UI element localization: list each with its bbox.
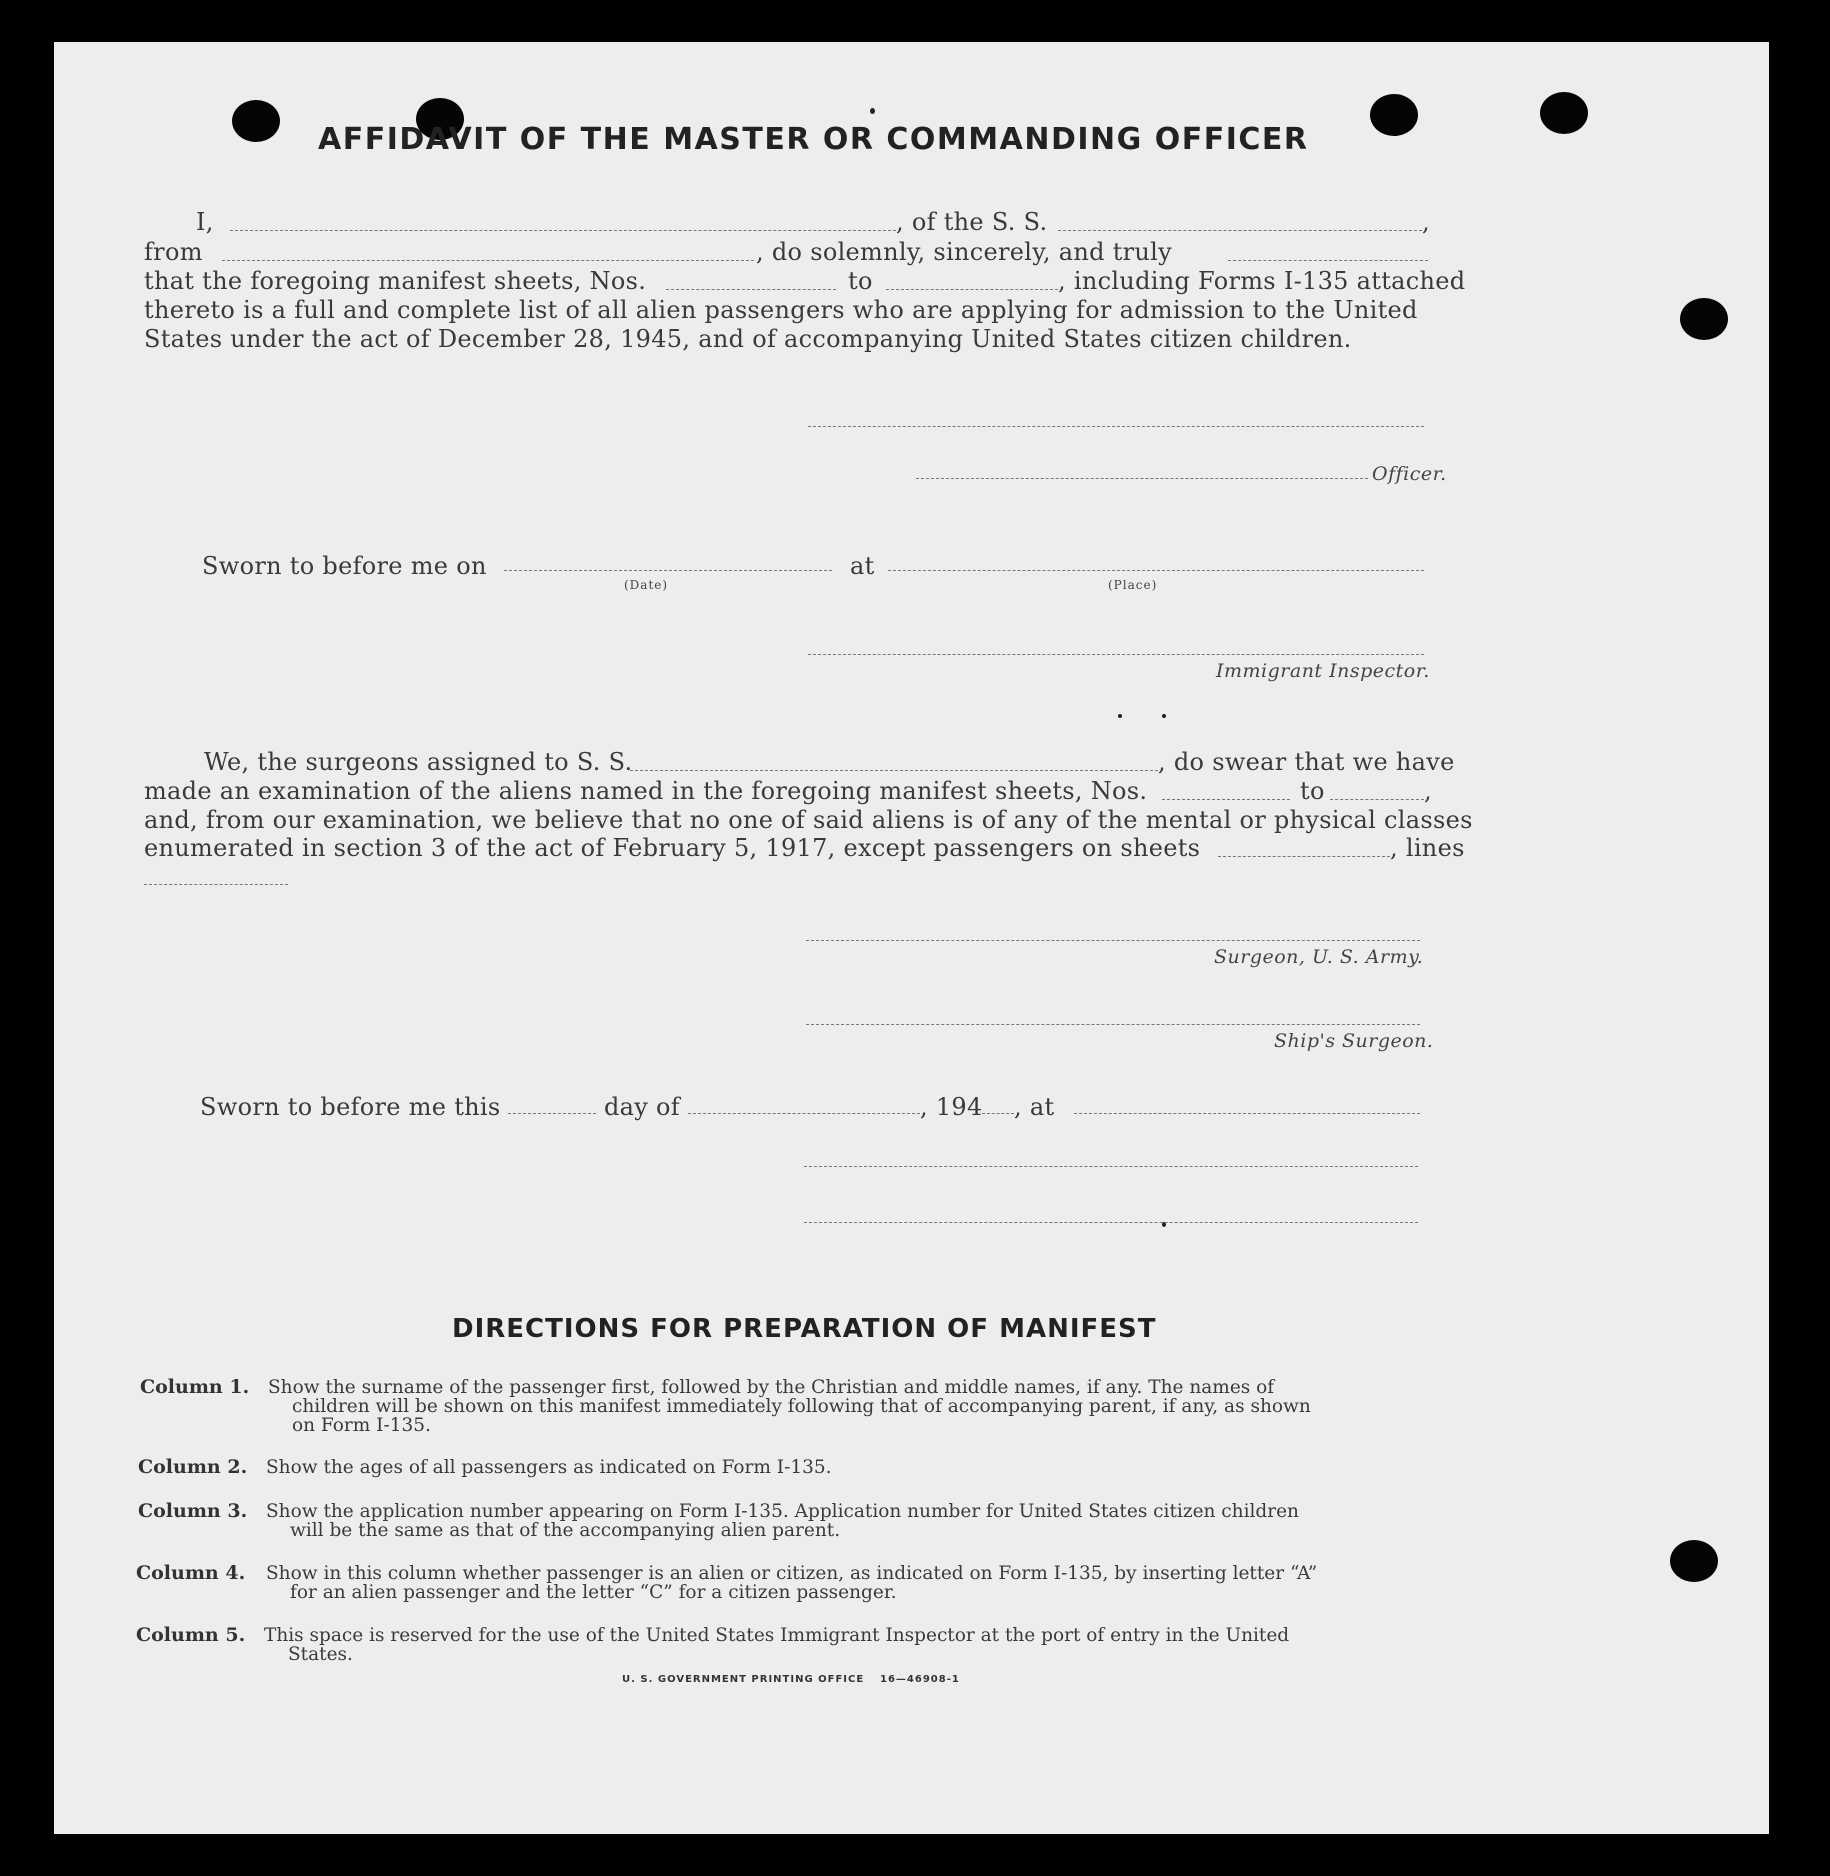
affidavit-line5: States under the act of December 28, 1945, and of accompanying United States citizen children.: [144, 325, 1352, 353]
sworn-month-field: [688, 1113, 920, 1114]
place-caption: (Place): [1108, 578, 1158, 592]
surgeons-line1-end: , do swear that we have: [1158, 748, 1455, 776]
inspector-signature-line: [808, 654, 1424, 655]
affidavit-title: AFFIDAVIT OF THE MASTER OR COMMANDING OFFICER: [318, 122, 1309, 157]
sworn-at-text: at: [850, 552, 875, 580]
sheets-to-field: [886, 289, 1058, 290]
column-3-text: Show the application number appearing on Form I-135. Application number for United States citizen children: [266, 1501, 1299, 1522]
sworn-on-text: Sworn to before me on: [202, 552, 487, 580]
column-1-text: on Form I-135.: [292, 1415, 431, 1436]
speck: [1162, 714, 1166, 718]
officer-title-line: [916, 478, 1368, 479]
surgeons-line1-start: We, the surgeons assigned to S. S.: [204, 748, 633, 776]
ship-surgeon-label: Ship's Surgeon.: [1274, 1030, 1434, 1052]
column-3-label: Column 3.: [138, 1500, 248, 1522]
affidavit-line4: thereto is a full and complete list of all alien passengers who are applying for admission to the United: [144, 296, 1418, 324]
inspector-label: Immigrant Inspector.: [1216, 660, 1430, 682]
sworn-date-field: [504, 570, 832, 571]
except-lines-field: [144, 884, 288, 885]
sworn-at2-text: , at: [1014, 1093, 1055, 1121]
army-surgeon-signature-line: [806, 940, 1420, 941]
column-1-text: Show the surname of the passenger first, followed by the Christian and middle names, if any. The names of: [268, 1377, 1275, 1398]
column-5-text: This space is reserved for the use of the United States Immigrant Inspector at the port of entry in the United: [264, 1625, 1290, 1646]
from-port-field: [222, 260, 754, 261]
affidavit-line2-mid: , do solemnly, sincerely, and truly: [756, 238, 1173, 266]
punch-hole: [232, 100, 280, 142]
sworn-this-text: Sworn to before me this: [200, 1093, 501, 1121]
directions-title: DIRECTIONS FOR PREPARATION OF MANIFEST: [452, 1314, 1157, 1344]
affidavit-line2-start: from: [144, 238, 203, 266]
sworn-year-text: , 194: [920, 1093, 983, 1121]
form-page: [54, 42, 1769, 1834]
column-2-label: Column 2.: [138, 1456, 248, 1478]
affidavit-line1-end: ,: [1422, 208, 1430, 236]
master-name-field: [230, 230, 896, 231]
affidavit-line3-end: , including Forms I-135 attached: [1058, 267, 1466, 295]
column-5-text: States.: [288, 1644, 353, 1665]
affidavit-line3-start: that the foregoing manifest sheets, Nos.: [144, 267, 647, 295]
surgeons-ship-field: [630, 770, 1158, 771]
affidavit-line1-mid: , of the S. S.: [896, 208, 1048, 236]
officer-label: Officer.: [1372, 463, 1447, 485]
column-4-label: Column 4.: [136, 1562, 246, 1584]
sworn-year-field: [982, 1113, 1014, 1114]
officiant-signature-line: [804, 1166, 1418, 1167]
punch-hole: [1680, 298, 1728, 340]
date-caption: (Date): [624, 578, 669, 592]
declaration-field: [1228, 260, 1428, 261]
ship-surgeon-signature-line: [806, 1024, 1420, 1025]
speck: [870, 108, 875, 114]
printer-imprint: U. S. GOVERNMENT PRINTING OFFICE: [622, 1674, 865, 1685]
speck: [1118, 714, 1122, 718]
punch-hole: [1370, 94, 1418, 136]
punch-hole: [1670, 1540, 1718, 1582]
army-surgeon-label: Surgeon, U. S. Army.: [1214, 946, 1424, 968]
form-code: 16—46908-1: [880, 1674, 960, 1685]
surgeons-line4-end: , lines: [1390, 834, 1465, 862]
column-1-label: Column 1.: [140, 1376, 250, 1398]
column-4-text: Show in this column whether passenger is an alien or citizen, as indicated on Form I-135, by inserting letter “A”: [266, 1563, 1318, 1584]
column-1-text: children will be shown on this manifest immediately following that of accompanying parent, if any, as shown: [292, 1396, 1311, 1417]
officiant-title-line: [804, 1222, 1418, 1223]
ship-name-field: [1058, 230, 1422, 231]
surgeons-line2-start: made an examination of the aliens named in the foregoing manifest sheets, Nos.: [144, 777, 1148, 805]
surgeons-line4-start: enumerated in section 3 of the act of February 5, 1917, except passengers on sheets: [144, 834, 1201, 862]
surgeons-line3: and, from our examination, we believe that no one of said aliens is of any of the mental or physical classes: [144, 806, 1473, 834]
sworn-place2-field: [1074, 1113, 1420, 1114]
sheets-from-field: [666, 289, 836, 290]
column-4-text: for an alien passenger and the letter “C” for a citizen passenger.: [290, 1582, 897, 1603]
column-5-label: Column 5.: [136, 1624, 246, 1646]
surgeons-line2-mid: to: [1300, 777, 1325, 805]
affidavit-line3-mid: to: [848, 267, 873, 295]
except-sheets-field: [1218, 856, 1390, 857]
affidavit-line1-start: I,: [196, 208, 214, 236]
sworn-day-of-text: day of: [604, 1093, 680, 1121]
punch-hole: [1540, 92, 1588, 134]
sworn-day-field: [508, 1113, 596, 1114]
surgeons-sheets-to-field: [1330, 799, 1424, 800]
column-2-text: Show the ages of all passengers as indicated on Form I-135.: [266, 1457, 832, 1478]
sworn-place-field: [888, 570, 1424, 571]
surgeons-line2-end: ,: [1424, 777, 1432, 805]
officer-signature-line: [808, 426, 1424, 427]
column-3-text: will be the same as that of the accompanying alien parent.: [290, 1520, 841, 1541]
surgeons-sheets-from-field: [1162, 799, 1290, 800]
